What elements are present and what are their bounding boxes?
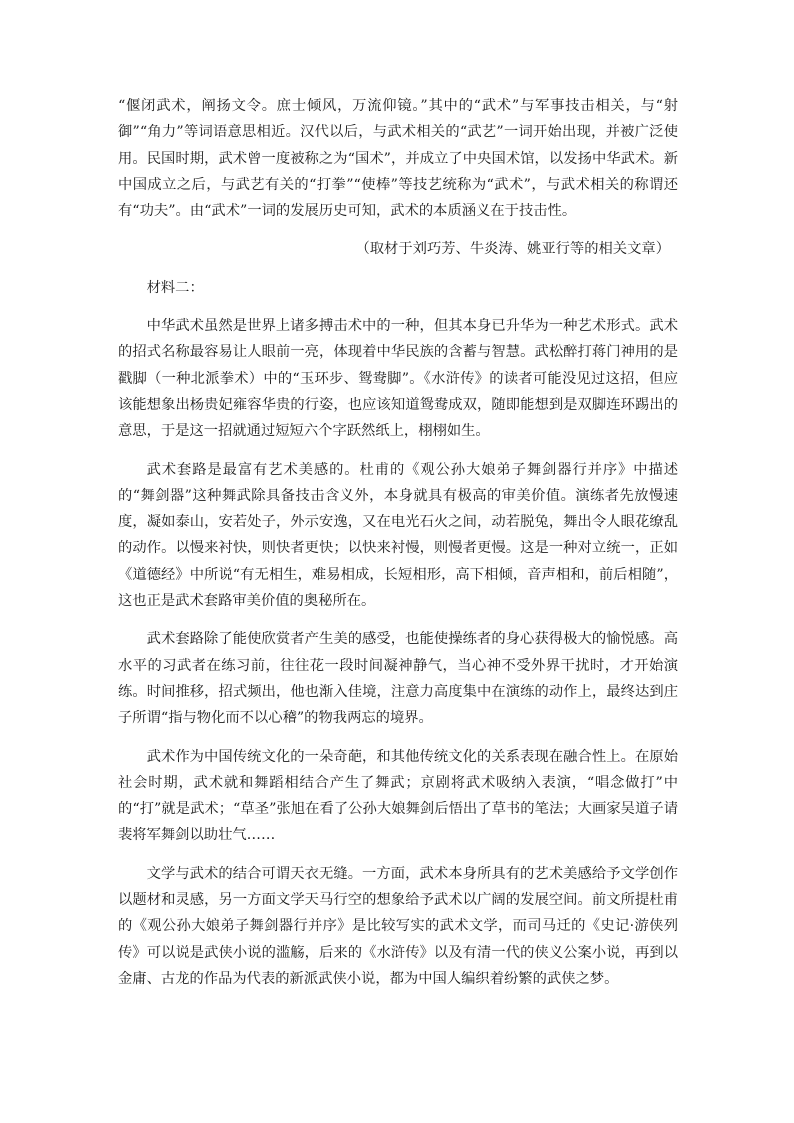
material-two-paragraph-3: 武术套路除了能使欣赏者产生美的感受，也能使操练者的身心获得极大的愉悦感。高水平的习武者在练习前，往往花一段时间凝神静气，当心神不受外界干扰时，才开始演练。时间推移，招式频出，他也渐入佳境，注意力高度集中在演练的动作上，最终达到庄子所谓“指与物化而不以心稽”的物我两忘的境界。 [118,631,678,727]
material-two-paragraph-1: 中华武术虽然是世界上诸多搏击术中的一种，但其本身已升华为一种艺术形式。武术的招式名称最容易让人眼前一亮，体现着中华民族的含蓄与智慧。武松醉打蒋门神用的是戳脚（一种北派拳术）中的“玉环步、鸳鸯脚”。《水浒传》的读者可能没见过这招，但应该能想象出杨贵妃雍容华贵的行姿，也应该知道鸳鸯成双，随即能想到是双脚连环踢出的意思，于是这一招就通过短短六个字跃然纸上，栩栩如生。 [118,318,678,440]
material-two-heading: 材料二： [146,279,204,296]
material-two-paragraph-2: 武术套路是最富有艺术美感的。杜甫的《观公孙大娘弟子舞剑器行并序》中描述的“舞剑器”这种舞武除具备技击含义外，本身就具有极高的审美价值。演练者先放慢速度，凝如泰山，安若处子，外示安逸，又在电光石火之间，动若脱兔，舞出令人眼花缭乱的动作。以慢来衬快，则快者更快；以快来衬慢，则慢者更慢。这是一种对立统一，正如《道德经》中所说“有无相生，难易相成，长短相形，高下相倾，音声相和，前后相随”，这也正是武术套路审美价值的奥秘所在。 [118,461,678,610]
material-two-paragraph-4: 武术作为中国传统文化的一朵奇葩，和其他传统文化的关系表现在融合性上。在原始社会时期，武术就和舞蹈相结合产生了舞武；京剧将武术吸纳入表演，“唱念做打”中的“打”就是武术；“草圣”张旭在看了公孙大娘舞剑后悟出了草书的笔法；大画家吴道子请裴将军舞剑以助壮气…… [118,748,678,844]
material-two-paragraph-5: 文学与武术的结合可谓天衣无缝。一方面，武术本身所具有的艺术美感给予文学创作以题材和灵感，另一方面文学天马行空的想象给予武术以广阔的发展空间。前文所提杜甫的《观公孙大娘弟子舞剑器行并序》是比较写实的武术文学，而司马迁的《史记·游侠列传》可以说是武侠小说的滥觞，后来的《水浒传》以及有清一代的侠义公案小说，再到以金庸、古龙的作品为代表的新派武侠小说，都为中国人编织着纷繁的武侠之梦。 [118,865,678,987]
intro-paragraph: “偃闭武术，阐扬文令。庶士倾风，万流仰镜。”其中的“武术”与军事技击相关，与“射御”“角力”等词语意思相近。汉代以后，与武术相关的“武艺”一词开始出现，并被广泛使用。民国时期，武术曾一度被称之为“国术”，并成立了中央国术馆，以发扬中华武术。新中国成立之后，与武艺有关的“打拳”“使棒”等技艺统称为“武术”，与武术相关的称谓还有“功夫”。由“武术”一词的发展历史可知，武术的本质涵义在于技击性。 [118,98,678,220]
document-page [118,93,678,992]
source-note: （取材于刘巧芳、牛炎涛、姚亚行等的相关文章） [355,241,670,258]
